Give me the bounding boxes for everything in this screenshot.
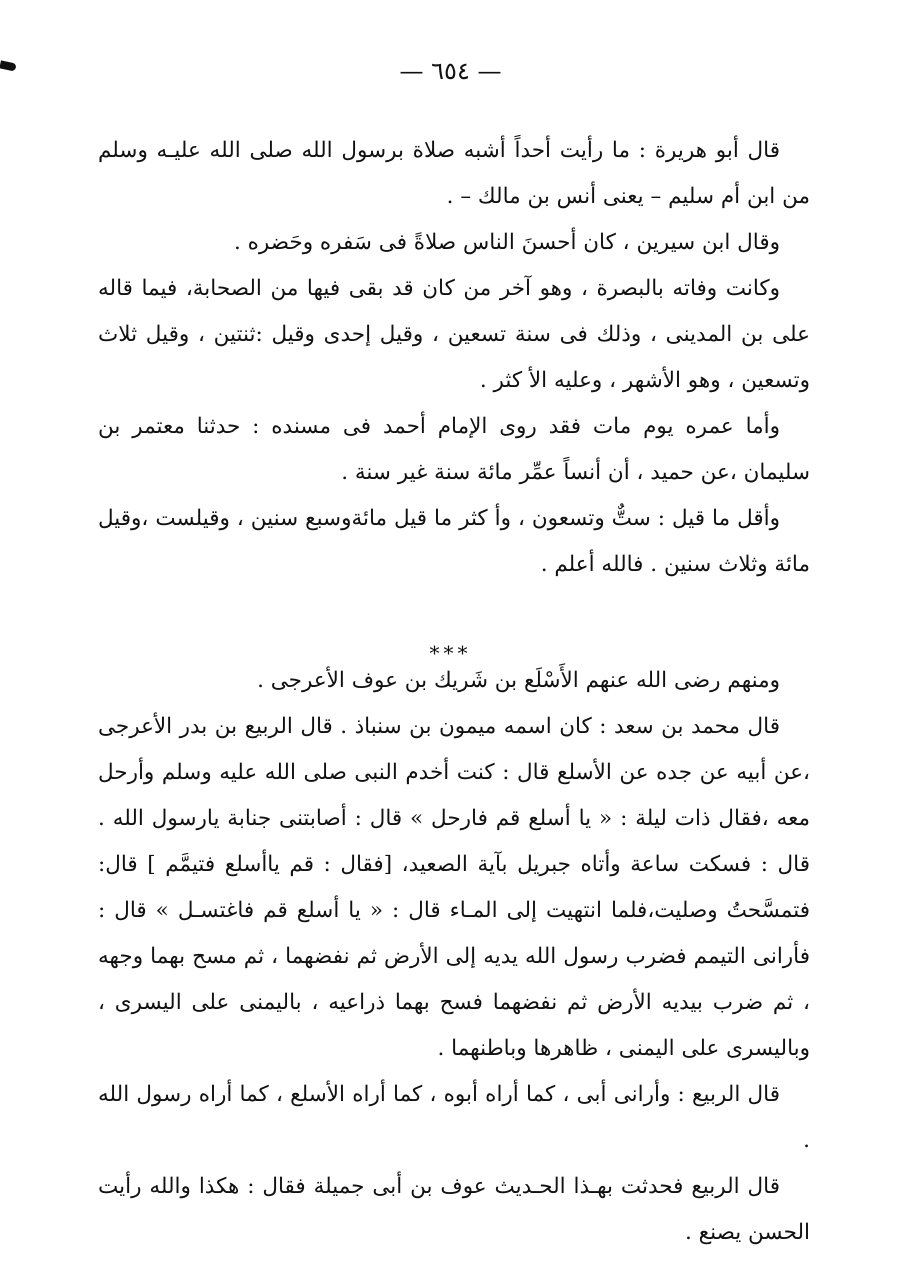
paragraph: قال محمد بن سعد : كان اسمه ميمون بن سنباذ . قال الربيع بن بدر الأعرجى ،عن أبيه عن جده عن الأسلع قال : كنت أخدم النبى صلى الله عليه وسلم وأرحل معه ،فقال ذات ليلة : « يا أسلع قم فارحل » قال : أصابتنى جنابة يارسول الله . قال : فسكت ساعة وأتاه جبريل بآية الصعيد، [فقال : قم ياأسلع فتيمَّم ] قال: فتمسَّحتُ وصليت،فلما انتهيت إلى المـاء قال : « يا أسلع قم فاغتسـل » قال : فأرانى التيمم فضرب رسول الله يديه إلى الأرض ثم نفضهما ، ثم مسح بهما وجهه ، ثم ضرب بيديه الأرض ثم نفضهما فسح بهما ذراعيه ، باليمنى على اليسرى ، وباليسرى على اليمنى ، ظاهرها وباطنهما . [98, 714, 810, 1061]
paragraph: ومنهم رضى الله عنهم الأَسْلَع بن شَريك بن عوف الأعرجى . [257, 668, 780, 693]
text-section-aslaa [98, 658, 810, 1256]
paragraph: وأقل ما قيل : ستٌّ وتسعون ، وأ كثر ما قيل مائةوسبع سنين ، وقيلست ،وقيل مائة وثلاث سنين . فالله أعلم . [98, 506, 810, 577]
paragraph: وأما عمره يوم مات فقد روى الإمام أحمد فى مسنده : حدثنا معتمر بن سليمان ،عن حميد ، أن أنساً عمِّر مائة سنة غير سنة . [98, 414, 810, 485]
paragraph: قال الربيع فحدثت بهـذا الحـديث عوف بن أبى جميلة فقال : هكذا والله رأيت الحسن يصنع . [98, 1174, 810, 1245]
paragraph: قال الربيع : وأرانى أبى ، كما أراه أبوه ، كما أراه الأسلع ، كما أراه رسول الله . [98, 1082, 810, 1153]
paragraph: وكانت وفاته بالبصرة ، وهو آخر من كان قد بقى فيها من الصحابة، فيما قاله على بن المدينى ، وذلك فى سنة تسعين ، وقيل إحدى وقيل :ثنتين ، وقيل ثلاث وتسعين ، وهو الأشهر ، وعليه الأ كثر . [98, 276, 810, 393]
paragraph: قال أبو هريرة : ما رأيت أحداً أشبه صلاة برسول الله صلى الله عليـه وسلم من ابن أم سليم – يعنى أنس بن مالك – . [98, 138, 810, 209]
text-section-anas [98, 128, 810, 588]
paragraph: وقال ابن سيرين ، كان أحسنَ الناس صلاةً فى سَفره وحَضره . [233, 230, 780, 255]
page-number: — ٦٥٤ — [399, 57, 502, 85]
section-separator: *** [429, 641, 472, 665]
